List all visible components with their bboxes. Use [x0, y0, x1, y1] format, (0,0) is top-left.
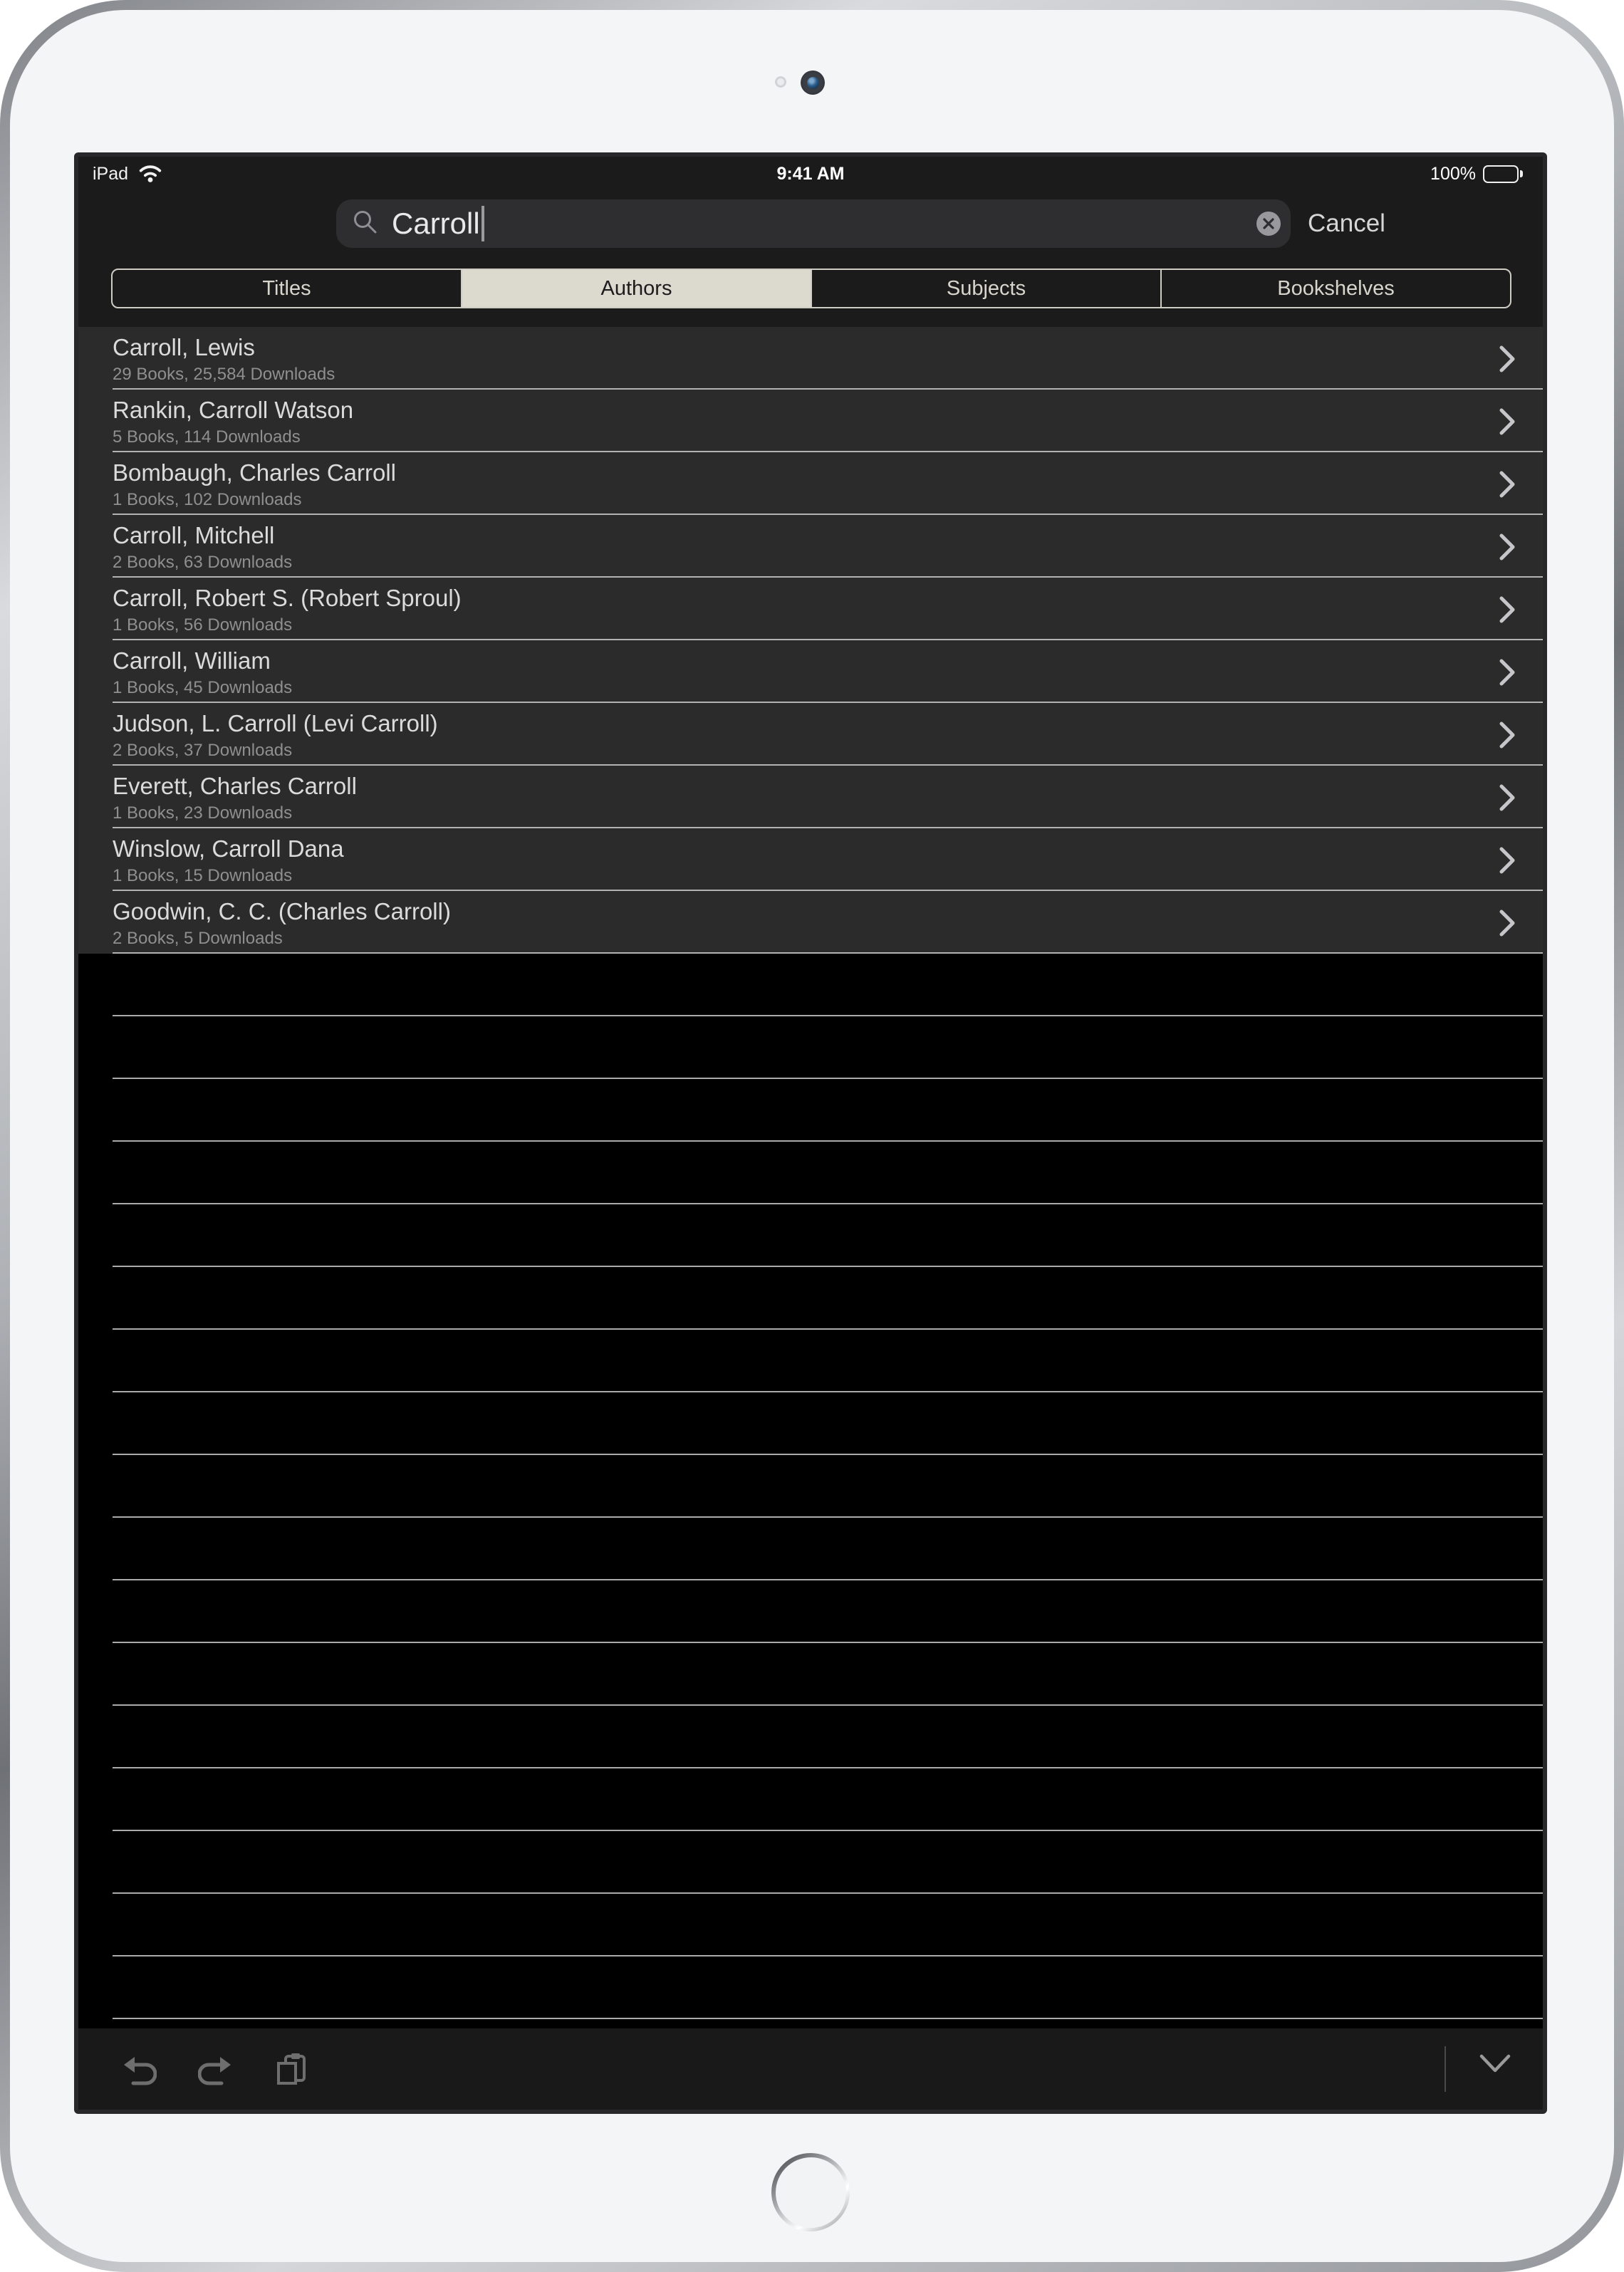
- clock-label: 9:41 AM: [776, 163, 845, 184]
- search-icon: [352, 209, 379, 239]
- author-meta-label: 5 Books, 114 Downloads: [113, 427, 301, 447]
- empty-list-row: [78, 1768, 1543, 1831]
- author-result-row[interactable]: [78, 828, 1543, 891]
- redo-icon[interactable]: [198, 2052, 232, 2086]
- author-name-label: Carroll, William: [113, 647, 271, 674]
- author-name-label: Winslow, Carroll Dana: [113, 835, 344, 862]
- author-meta-label: 1 Books, 56 Downloads: [113, 615, 293, 635]
- author-meta-label: 1 Books, 23 Downloads: [113, 803, 293, 823]
- author-meta-label: 2 Books, 63 Downloads: [113, 553, 293, 572]
- scope-tab-bookshelves[interactable]: Bookshelves: [1277, 276, 1395, 300]
- chevron-right-icon: [1499, 407, 1517, 440]
- author-result-row[interactable]: [78, 390, 1543, 452]
- author-name-label: Everett, Charles Carroll: [113, 773, 357, 799]
- empty-list-row: [78, 1204, 1543, 1267]
- status-bar: [78, 157, 1543, 191]
- carrier-label: iPad: [93, 163, 129, 184]
- chevron-right-icon: [1499, 783, 1517, 816]
- scope-tab-authors[interactable]: Authors: [462, 270, 812, 307]
- author-name-label: Rankin, Carroll Watson: [113, 397, 354, 423]
- author-meta-label: 2 Books, 5 Downloads: [113, 929, 283, 948]
- empty-list-row: [78, 1392, 1543, 1455]
- author-name-label: Carroll, Mitchell: [113, 522, 275, 548]
- author-name-label: Carroll, Robert S. (Robert Sproul): [113, 585, 462, 611]
- author-result-row[interactable]: [78, 515, 1543, 578]
- scope-tab-subjects[interactable]: Subjects: [812, 270, 1162, 307]
- chevron-right-icon: [1499, 845, 1517, 879]
- empty-list-row: [78, 1016, 1543, 1079]
- search-input[interactable]: [336, 199, 1291, 248]
- scope-tabs: [111, 269, 1511, 308]
- screen: [74, 152, 1547, 2114]
- chevron-right-icon: [1499, 720, 1517, 754]
- author-meta-label: 29 Books, 25,584 Downloads: [113, 365, 335, 384]
- dismiss-keyboard-button[interactable]: [1479, 2053, 1511, 2077]
- empty-list-row: [78, 1330, 1543, 1392]
- author-result-row[interactable]: [78, 327, 1543, 390]
- author-result-row[interactable]: [78, 640, 1543, 703]
- empty-list-row: [78, 1831, 1543, 1894]
- empty-list-row: [78, 1894, 1543, 1956]
- scope-tab-titles[interactable]: Titles: [113, 270, 462, 307]
- battery-icon: [1483, 165, 1523, 183]
- chevron-right-icon: [1499, 908, 1517, 942]
- ambient-sensor-icon: [775, 76, 786, 88]
- search-query-text: Carroll: [392, 207, 480, 240]
- chevron-right-icon: [1499, 532, 1517, 566]
- clear-search-button[interactable]: [1256, 212, 1281, 236]
- empty-list-row: [78, 1956, 1543, 2019]
- chevron-right-icon: [1499, 344, 1517, 377]
- empty-list-row: [78, 1079, 1543, 1142]
- ipad-bezel: [10, 10, 1614, 2262]
- empty-list-row: [78, 1455, 1543, 1518]
- author-meta-label: 1 Books, 15 Downloads: [113, 866, 293, 885]
- chevron-right-icon: [1499, 657, 1517, 691]
- empty-list-row: [78, 954, 1543, 1016]
- keyboard-accessory-toolbar: [78, 2028, 1543, 2110]
- text-cursor: [482, 206, 484, 241]
- empty-list-rows: [78, 954, 1543, 2019]
- cancel-button[interactable]: Cancel: [1308, 209, 1385, 237]
- author-name-label: Goodwin, C. C. (Charles Carroll): [113, 898, 451, 924]
- chevron-right-icon: [1499, 595, 1517, 628]
- home-button[interactable]: [771, 2153, 850, 2231]
- undo-icon[interactable]: [123, 2052, 157, 2086]
- author-results-list: [78, 327, 1543, 954]
- empty-list-row: [78, 1643, 1543, 1706]
- chevron-right-icon: [1499, 469, 1517, 503]
- author-name-label: Bombaugh, Charles Carroll: [113, 459, 397, 486]
- empty-list-row: [78, 1518, 1543, 1580]
- toolbar-divider: [1445, 2046, 1446, 2092]
- empty-list-row: [78, 1706, 1543, 1768]
- paste-icon[interactable]: [274, 2052, 308, 2086]
- author-meta-label: 1 Books, 45 Downloads: [113, 678, 293, 697]
- empty-list-row: [78, 1142, 1543, 1204]
- author-result-row[interactable]: [78, 891, 1543, 954]
- author-result-row[interactable]: [78, 766, 1543, 828]
- battery-percent-label: 100%: [1430, 163, 1476, 184]
- empty-list-row: [78, 1580, 1543, 1643]
- author-result-row[interactable]: [78, 452, 1543, 515]
- author-name-label: Carroll, Lewis: [113, 334, 255, 360]
- author-result-row[interactable]: [78, 578, 1543, 640]
- author-result-row[interactable]: [78, 703, 1543, 766]
- author-name-label: Judson, L. Carroll (Levi Carroll): [113, 710, 438, 736]
- author-meta-label: 1 Books, 102 Downloads: [113, 490, 302, 509]
- search-header: [78, 157, 1543, 327]
- author-meta-label: 2 Books, 37 Downloads: [113, 741, 293, 760]
- empty-list-row: [78, 1267, 1543, 1330]
- front-camera-icon: [801, 71, 825, 95]
